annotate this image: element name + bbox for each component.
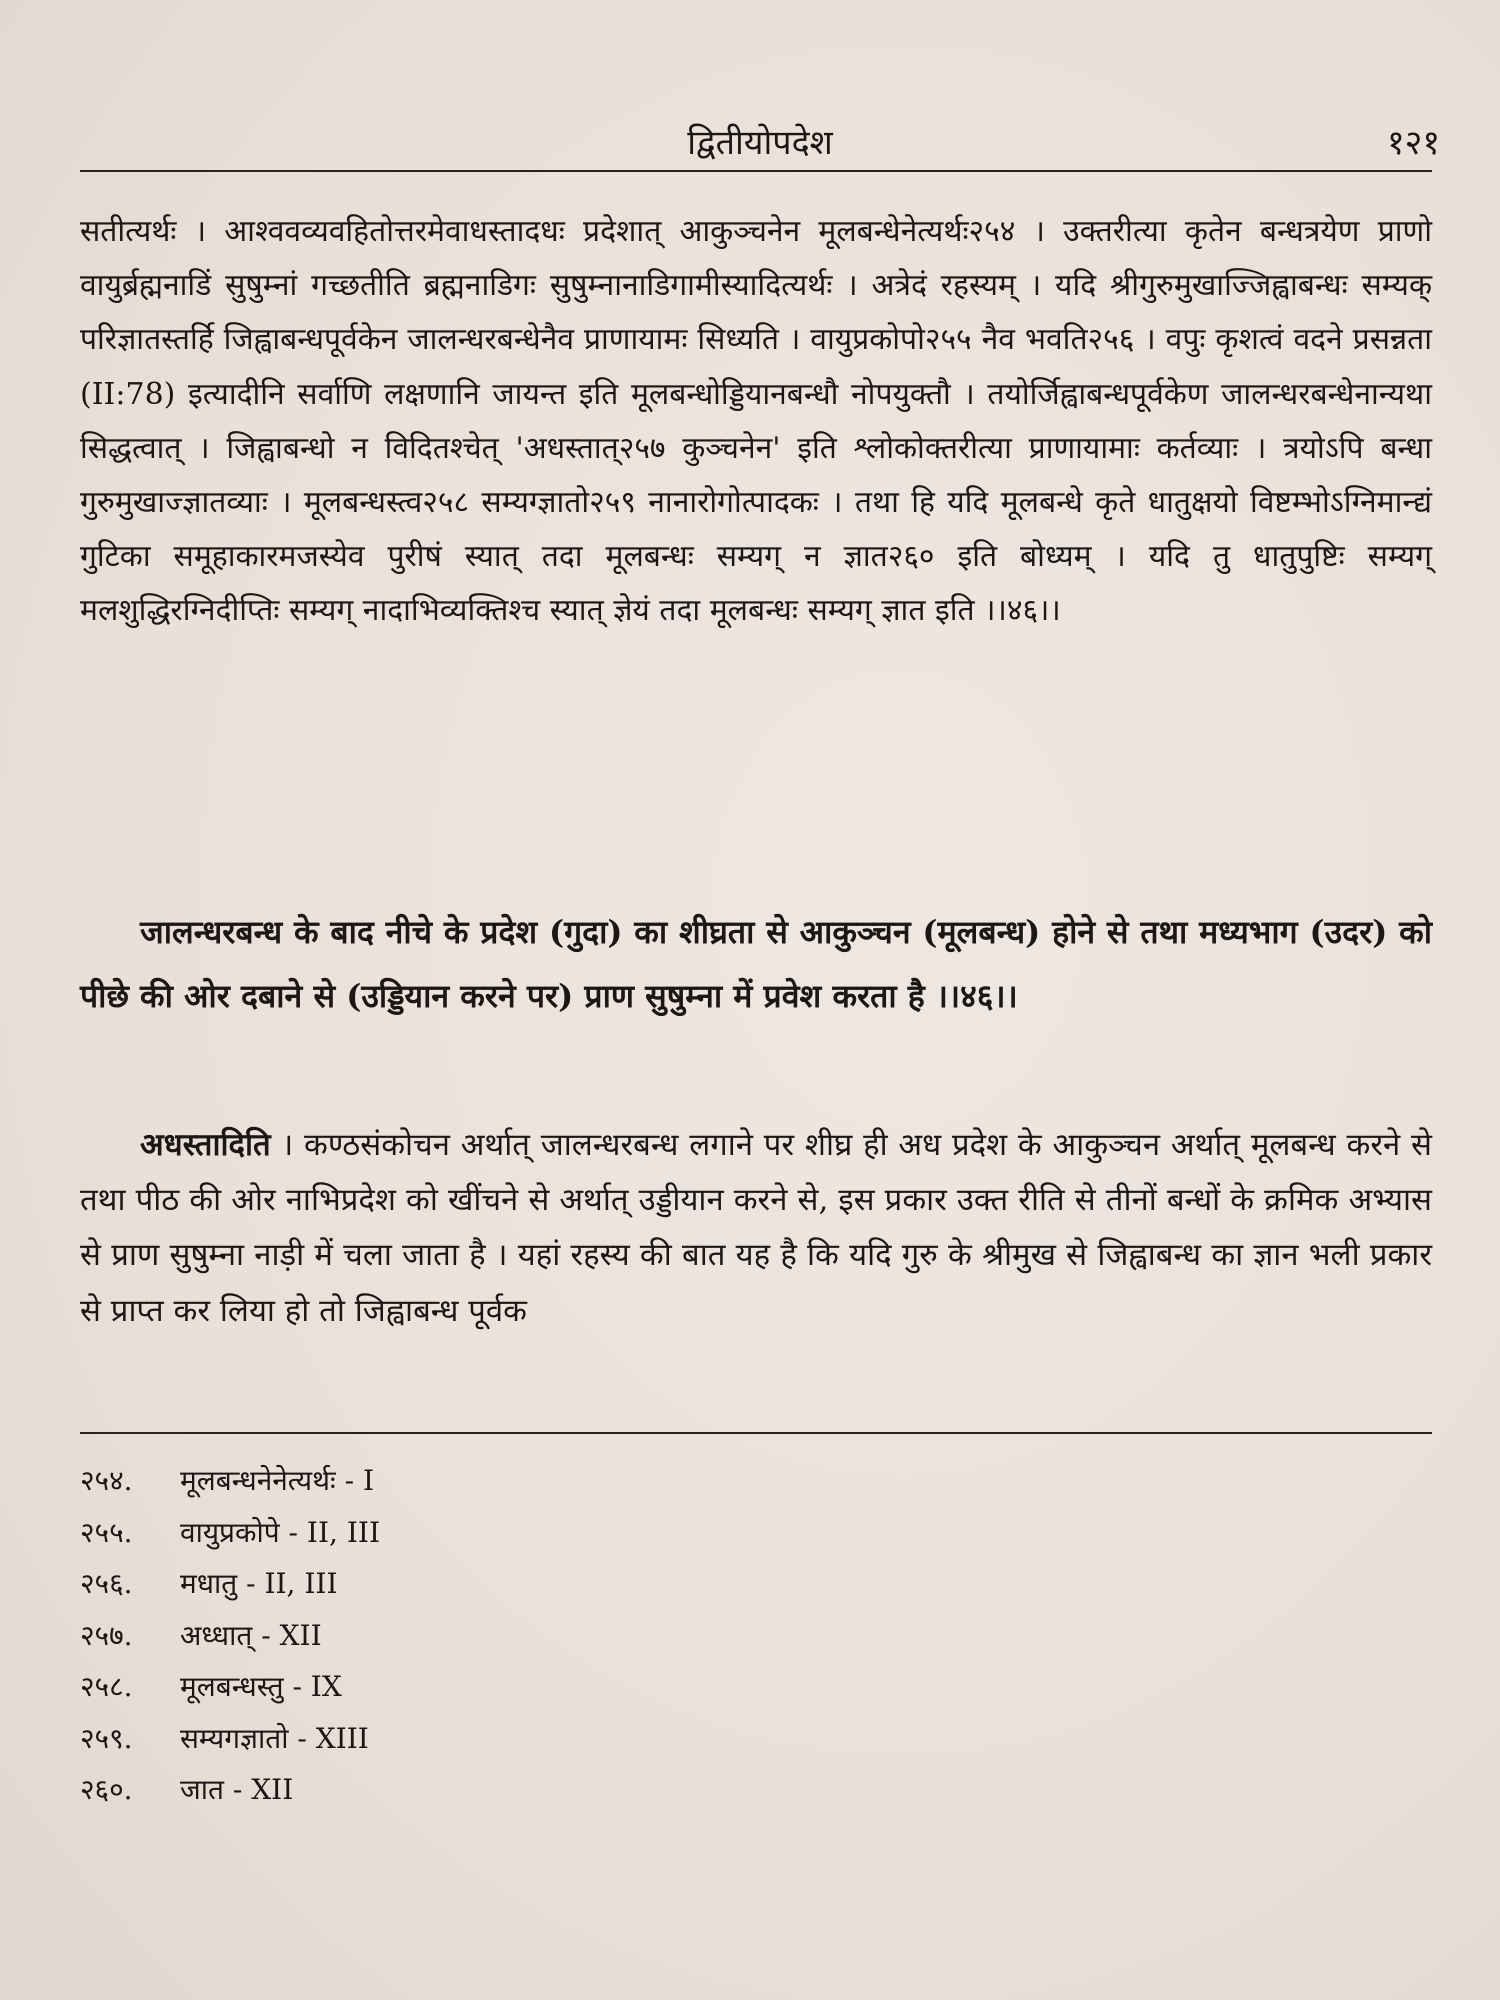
- footnote-number: २५४.: [80, 1464, 133, 1497]
- footnote-text: मधातु - II, III: [180, 1567, 338, 1600]
- footnote-number: २५७.: [80, 1618, 133, 1652]
- footnote-text: वायुप्रकोपे - II, III: [180, 1515, 381, 1549]
- explanation-text: । कण्ठसंकोचन अर्थात् जालन्धरबन्ध लगाने पर शीघ्र ही अध प्रदेश के आकुञ्चन अर्थात् मूलबन्ध करने से तथा पीठ की ओर नाभिप्रदेश को खींचने से अर्थात् उड्डीयान करने से, इस प्रकार उक्त रीति से तीनों बन्धों के क्रमिक अभ्यास से प्राण सुषुम्ना नाड़ी में चला जाता है । यहां रहस्य की बात यह है कि यदि गुरु के श्रीमुख से जिह्वाबन्ध का ज्ञान भली प्रकार से प्राप्त कर लिया हो तो जिह्वाबन्ध पूर्वक: [80, 1127, 1432, 1329]
- footnote: [80, 1764, 880, 1816]
- footnote-text: अध्धात् - XII: [180, 1618, 322, 1652]
- footnote-text: मूलबन्धस्तु - IX: [180, 1670, 342, 1703]
- hindi-explanation: [80, 1118, 1432, 1339]
- footnote-number: २५६.: [80, 1567, 133, 1600]
- explanation-lead: अधस्तादिति: [140, 1127, 271, 1163]
- chapter-title: द्वितीयोपदेश: [687, 123, 833, 163]
- footnote-number: २६०.: [80, 1773, 133, 1806]
- page-number: १२१: [1386, 123, 1440, 163]
- footnote: [80, 1558, 880, 1610]
- footnote: [80, 1610, 880, 1662]
- footnote-text: जात - XII: [180, 1773, 294, 1806]
- footnote-number: २५८.: [80, 1670, 133, 1703]
- footnote-text: मूलबन्धनेनेत्यर्थः - I: [180, 1464, 375, 1497]
- footnote: [80, 1455, 880, 1507]
- footnote-number: २५९.: [80, 1721, 133, 1755]
- footnote: [80, 1661, 880, 1713]
- footnote-text: सम्यगज्ञातो - XIII: [180, 1721, 369, 1755]
- hindi-translation-text: जालन्धरबन्ध के बाद नीचे के प्रदेश (गुदा) का शीघ्रता से आकुञ्चन (मूलबन्ध) होने से तथा मध्यभाग (उदर) को पीछे की ओर दबाने से (उड्डियान करने पर) प्राण सुषुम्ना में प्रवेश करता है ।।४६।।: [80, 913, 1432, 1015]
- sanskrit-commentary: सतीत्यर्थः । आश्ववव्यवहितोत्तरमेवाधस्तादधः प्रदेशात् आकुञ्चनेन मूलबन्धेनेत्यर्थः२५४ । उक्तरीत्या कृतेन बन्धत्रयेण प्राणो वायुर्ब्रह्मनाडिं सुषुम्नां गच्छतीति ब्रह्मनाडिगः सुषुम्नानाडिगामीस्यादित्यर्थः । अत्रेदं रहस्यम् । यदि श्रीगुरुमुखाज्जिह्वाबन्धः सम्यक् परिज्ञातस्तर्हि जिह्वाबन्धपूर्वकेन जालन्धरबन्धेनैव प्राणायामः सिध्यति । वायुप्रकोपो२५५ नैव भवति२५६ । वपुः कृशत्वं वदने प्रसन्नता (II:78) इत्यादीनि सर्वाणि लक्षणानि जायन्त इति मूलबन्धोड्डियानबन्धौ नोपयुक्तौ । तयोर्जिह्वाबन्धपूर्वकेण जालन्धरबन्धेनान्यथा सिद्धत्वात् । जिह्वाबन्धो न विदितश्चेत् 'अधस्तात्२५७ कुञ्चनेन' इति श्लोकोक्तरीत्या प्राणायामाः कर्तव्याः । त्रयोऽपि बन्धा गुरुमुखाज्ज्ञातव्याः । मूलबन्धस्त्व२५८ सम्यग्ज्ञातो२५९ नानारोगोत्पादकः । तथा हि यदि मूलबन्धे कृते धातुक्षयो विष्टम्भोऽग्निमान्द्यं गुटिका समूहाकारमजस्येव पुरीषं स्यात् तदा मूलबन्धः सम्यग् न ज्ञात२६० इति बोध्यम् । यदि तु धातुपुष्टिः सम्यग् मलशुद्धिरग्निदीप्तिः सम्यग् नादाभिव्यक्तिश्च स्यात् ज्ञेयं तदा मूलबन्धः सम्यग् ज्ञात इति ।।४६।।: [80, 214, 1432, 629]
- footnote-number: २५५.: [80, 1515, 133, 1549]
- footnotes: [80, 1455, 880, 1816]
- running-header: [80, 118, 1440, 168]
- hindi-translation: [80, 900, 1432, 1028]
- footnote-rule: [80, 1432, 1432, 1434]
- footnote: [80, 1713, 880, 1765]
- header-rule: [80, 170, 1432, 172]
- footnote: [80, 1507, 880, 1559]
